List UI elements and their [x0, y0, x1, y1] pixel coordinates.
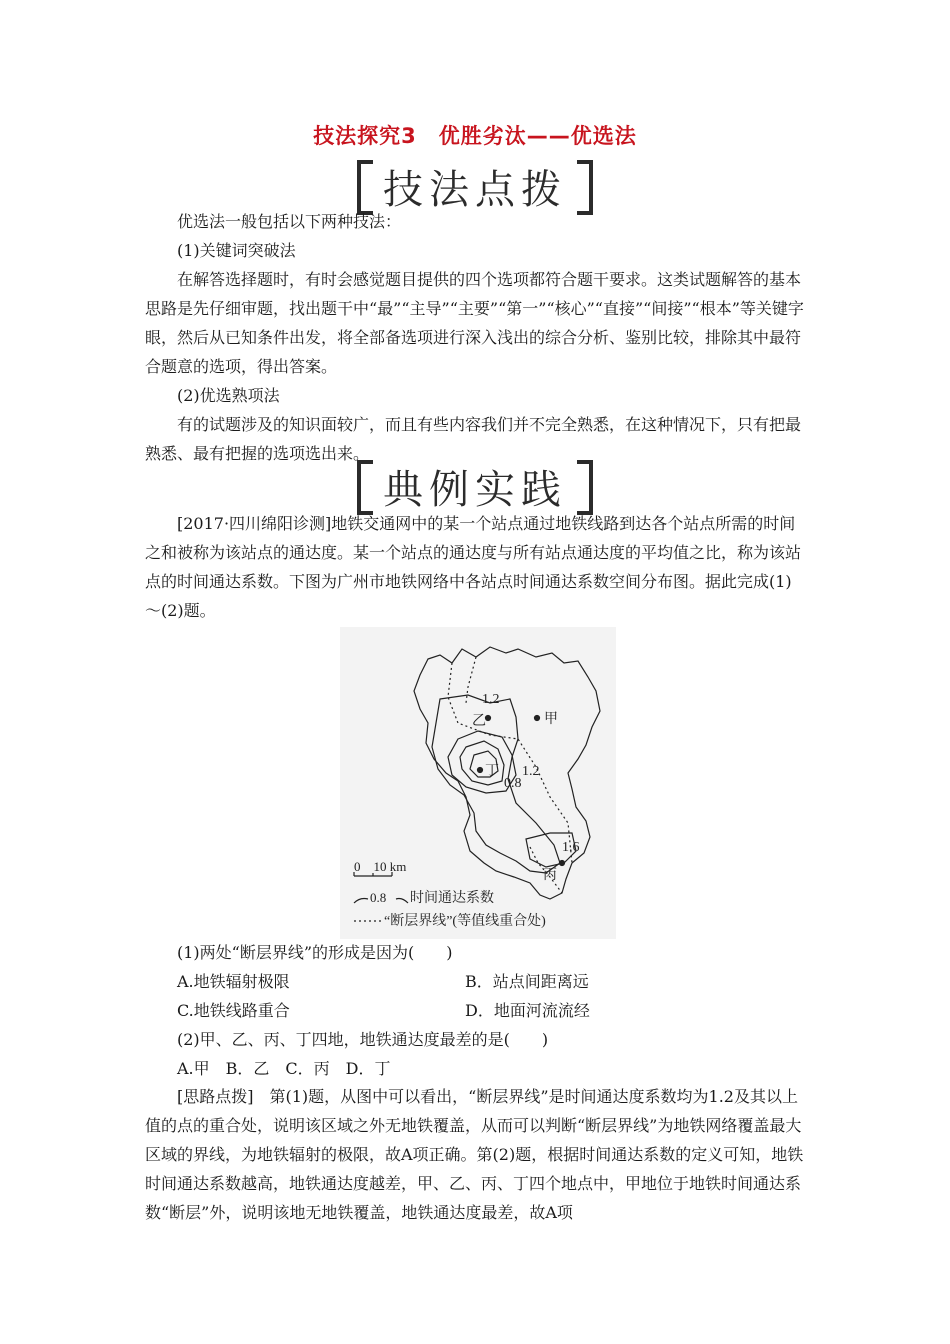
method-2-body: 有的试题涉及的知识面较广，而且有些内容我们并不完全熟悉，在这种情况下，只有把最熟悉、最有把握的选项选出来。 — [145, 415, 802, 463]
scale-bar-label: 0 10 km — [354, 859, 407, 874]
example-stem: [2017·四川绵阳诊测]地铁交通网中的某一个站点通过地铁线路到达各个站点所需的时间之和被称为该站点的通达度。某一个站点的通达度与所有站点通达度的平均值之比，称为该站点的时间通达系数。下图为广州市地铁网络中各站点时间通达系数空间分布图。据此完成(1)～(2)题。 — [145, 514, 802, 620]
bracket-left-icon — [357, 460, 373, 515]
example-stem-block — [145, 509, 805, 625]
question-1-options-row-1 — [145, 967, 805, 996]
contour-label: 0.8 — [504, 776, 522, 791]
option-b: B．站点间距离远 — [465, 972, 589, 991]
question-2-options: A.甲 B．乙 C．丙 D．丁 — [177, 1059, 391, 1078]
station-label-yi: 乙 — [472, 714, 486, 729]
section-banner-text: 典例实践 — [383, 467, 567, 513]
station-jia-point — [535, 716, 540, 721]
option-d: D．地面河流流经 — [465, 1001, 590, 1020]
option-a: A.地铁辐射极限 — [177, 972, 290, 991]
map-figure — [340, 627, 616, 939]
station-yi-point — [486, 716, 491, 721]
section-banner-example — [0, 458, 950, 515]
contour-label: 1.2 — [522, 764, 540, 779]
legend-contour-sample: 0.8 — [370, 890, 387, 905]
analysis-text: [思路点拨] 第(1)题，从图中可以看出，“断层界线”是时间通达度系数均为1.2及其以上值的点的重合处，说明该区域之外无地铁覆盖，从而可以判断“断层界线”为地铁网络覆盖最大区域的界线，为地铁辐射的极限，故A项正确。第(2)题，根据时间通达系数的定义可知，地铁时间通达系数越高，地铁通达度越差，甲、乙、丙、丁四个地点中，甲地位于地铁时间通达系数“断层”外，说明该地无地铁覆盖，地铁通达度最差，故A项 — [145, 1087, 804, 1222]
station-label-bing: 丙 — [543, 868, 557, 883]
contour-1-2-outer — [432, 695, 560, 873]
bracket-right-icon — [577, 460, 593, 515]
section-banner-text: 技法点拨 — [383, 167, 567, 213]
page-title: 技法探究3 优胜劣汰——优选法 — [313, 124, 637, 148]
question-1-stem: (1)两处“断层界线”的形成是因为( ) — [177, 943, 453, 962]
option-c: C.地铁线路重合 — [177, 1001, 290, 1020]
method-1-title: (1)关键词突破法 — [177, 241, 296, 260]
station-label-jia: 甲 — [544, 712, 558, 727]
contour-label: 1.6 — [562, 840, 580, 855]
legend-fault-text: “断层界线”(等值线重合处) — [384, 914, 546, 929]
station-bing-point — [560, 861, 565, 866]
analysis-block — [145, 1082, 805, 1227]
question-2-stem: (2)甲、乙、丙、丁四地，地铁通达度最差的是( ) — [177, 1030, 549, 1049]
technique-intro — [145, 207, 805, 468]
guangzhou-metro-map — [340, 627, 616, 939]
intro-lead: 优选法一般包括以下两种技法： — [177, 212, 402, 231]
method-2-title: (2)优选熟项法 — [177, 386, 280, 405]
legend-contour-text: 时间通达系数 — [410, 891, 494, 906]
station-ding-point — [478, 768, 483, 773]
question-block — [145, 938, 805, 1083]
question-1-options-row-2 — [145, 996, 805, 1025]
contour-label: 1.2 — [482, 692, 500, 707]
method-1-body: 在解答选择题时，有时会感觉题目提供的四个选项都符合题干要求。这类试题解答的基本思路是先仔细审题，找出题干中“最”“主导”“主要”“第一”“核心”“直接”“间接”“根本”等关键字眼，然后从已知条件出发，将全部备选项进行深入浅出的综合分析、鉴别比较，排除其中最符合题意的选项，得出答案。 — [145, 270, 804, 376]
station-label-ding: 丁 — [485, 764, 499, 779]
